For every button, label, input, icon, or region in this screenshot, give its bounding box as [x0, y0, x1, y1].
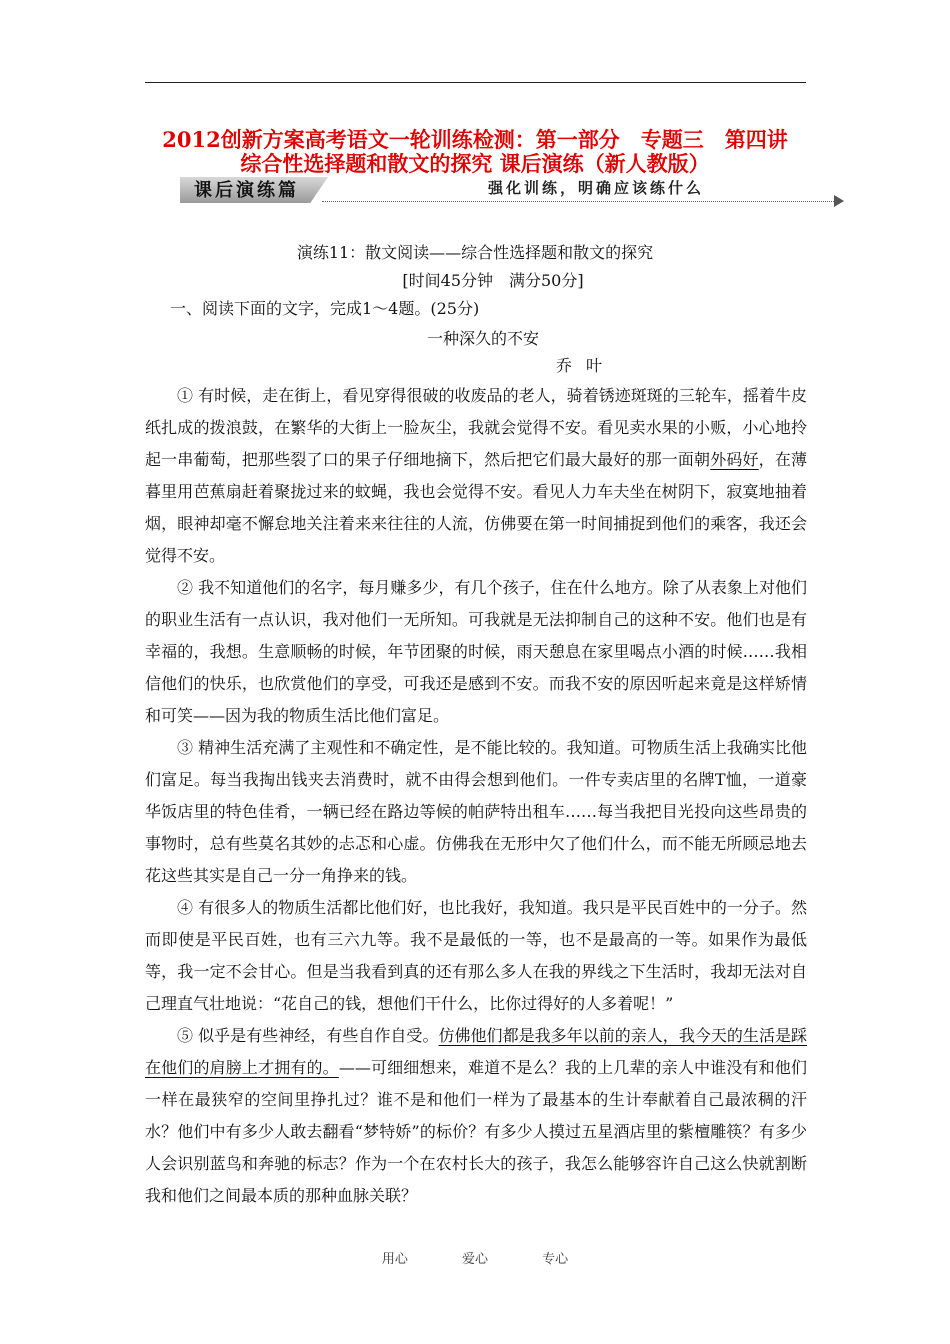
paragraph-2	[145, 572, 807, 732]
document-title-line-1: 2012创新方案高考语文一轮训练检测：第一部分 专题三 第四讲	[162, 127, 788, 152]
paragraph-text: ④ 有很多人的物质生活都比他们好，也比我好，我知道。我只是平民百姓中的一分子。然而即使是平民百姓，也有三六九等。我不是最低的一等，也不是最高的一等。如果作为最低等，我一定不会甘心。但是当我看到真的还有那么多人在我的界线之下生活时，我却无法对自己理直气壮地说：“花自己的钱，想他们干什么，比你过得好的人多着呢！”	[145, 898, 807, 1013]
paragraph-1	[145, 380, 807, 572]
footer-word: 用心	[381, 1252, 408, 1267]
paragraph-text: ，在薄暮里用芭蕉扇赶着聚拢过来的蚊蝇，我也会觉得不安。看见人力车夫坐在树阴下，寂寞地抽着烟，眼神却毫不懈怠地关注着来来往往的人流，仿佛要在第一时间捕捉到他们的乘客，我还会觉得不安。	[145, 450, 807, 565]
section-banner-dotted-line	[322, 201, 836, 202]
paragraph-text: ③ 精神生活充满了主观性和不确定性，是不能比较的。我知道。可物质生活上我确实比他们富足。每当我掏出钱夹去消费时，就不由得会想到他们。一件专卖店里的名牌T恤，一道豪华饭店里的特色佳肴，一辆已经在路边等候的帕萨特出租车……每当我把目光投向这些昂贵的事物时，总有些莫名其妙的忐忑和心虚。仿佛我在无形中欠了他们什么，而不能无所顾忌地去花这些其实是自己一分一角挣来的钱。	[145, 738, 807, 885]
paragraph-4	[145, 892, 807, 1020]
article-body	[145, 380, 807, 1212]
header-rule	[145, 82, 806, 83]
paragraph-5	[145, 1020, 807, 1212]
section-banner-label: 课后演练篇	[194, 180, 299, 201]
question-instruction: 一、阅读下面的文字，完成1～4题。(25分)	[170, 299, 480, 318]
paragraph-text: ① 有时候，走在街上，看见穿得很破的收废品的老人，骑着锈迹斑斑的三轮车，摇着牛皮纸扎成的拨浪鼓，在繁华的大街上一脸灰尘，我就会觉得不安。看见卖水果的小贩，小心地拎起一串葡萄，把那些裂了口的果子仔细地摘下，然后把它们最大最好的那一面朝	[145, 386, 807, 469]
exercise-time-limit: [时间45分钟 满分50分]	[402, 271, 584, 290]
paragraph-text: ——可细细想来，难道不是么？我的上几辈的亲人中谁没有和他们一样在最狭窄的空间里挣扎过？谁不是和他们一样为了最基本的生计奉献着自己最浓稠的汗水？他们中有多少人敢去翻看“梦特娇”的标价？有多少人摸过五星酒店里的紫檀雕筷？有多少人会识别蓝鸟和奔驰的标志？作为一个在农村长大的孩子，我怎么能够容许自己这么快就割断我和他们之间最本质的那种血脉关联？	[145, 1058, 807, 1205]
article-author: 乔叶	[556, 356, 617, 375]
article-title: 一种深久的不安	[426, 329, 539, 348]
footer-word: 专心	[542, 1252, 569, 1267]
document-title-line-2: 综合性选择题和散文的探究 课后演练（新人教版）	[240, 151, 710, 176]
exercise-title: 演练11：散文阅读——综合性选择题和散文的探究	[296, 243, 654, 262]
paragraph-text: ⑤ 似乎是有些神经，有些自作自受。	[177, 1026, 439, 1045]
section-banner-slogan: 强化训练，明确应该练什么	[488, 179, 705, 197]
paragraph-text: ② 我不知道他们的名字，每月赚多少，有几个孩子，住在什么地方。除了从表象上对他们的职业生活有一点认识，我对他们一无所知。可我就是无法抑制自己的这种不安。他们也是有幸福的，我想。生意顺畅的时候，年节团聚的时候，雨天憩息在家里喝点小酒的时候……我相信他们的快乐，也欣赏他们的享受，可我还是感到不安。而我不安的原因听起来竟是这样矫情和可笑——因为我的物质生活比他们富足。	[145, 578, 807, 725]
footer-word: 爱心	[461, 1252, 488, 1267]
arrow-right-icon	[834, 195, 844, 207]
paragraph-3	[145, 732, 807, 892]
underlined-phrase: 外码好	[710, 450, 759, 469]
page-footer	[0, 1248, 950, 1267]
underlined-sentence: 仿佛他们都是我多年以前的亲人，我今天的生活是踩在他们的肩膀上才拥有的。	[145, 1026, 807, 1077]
